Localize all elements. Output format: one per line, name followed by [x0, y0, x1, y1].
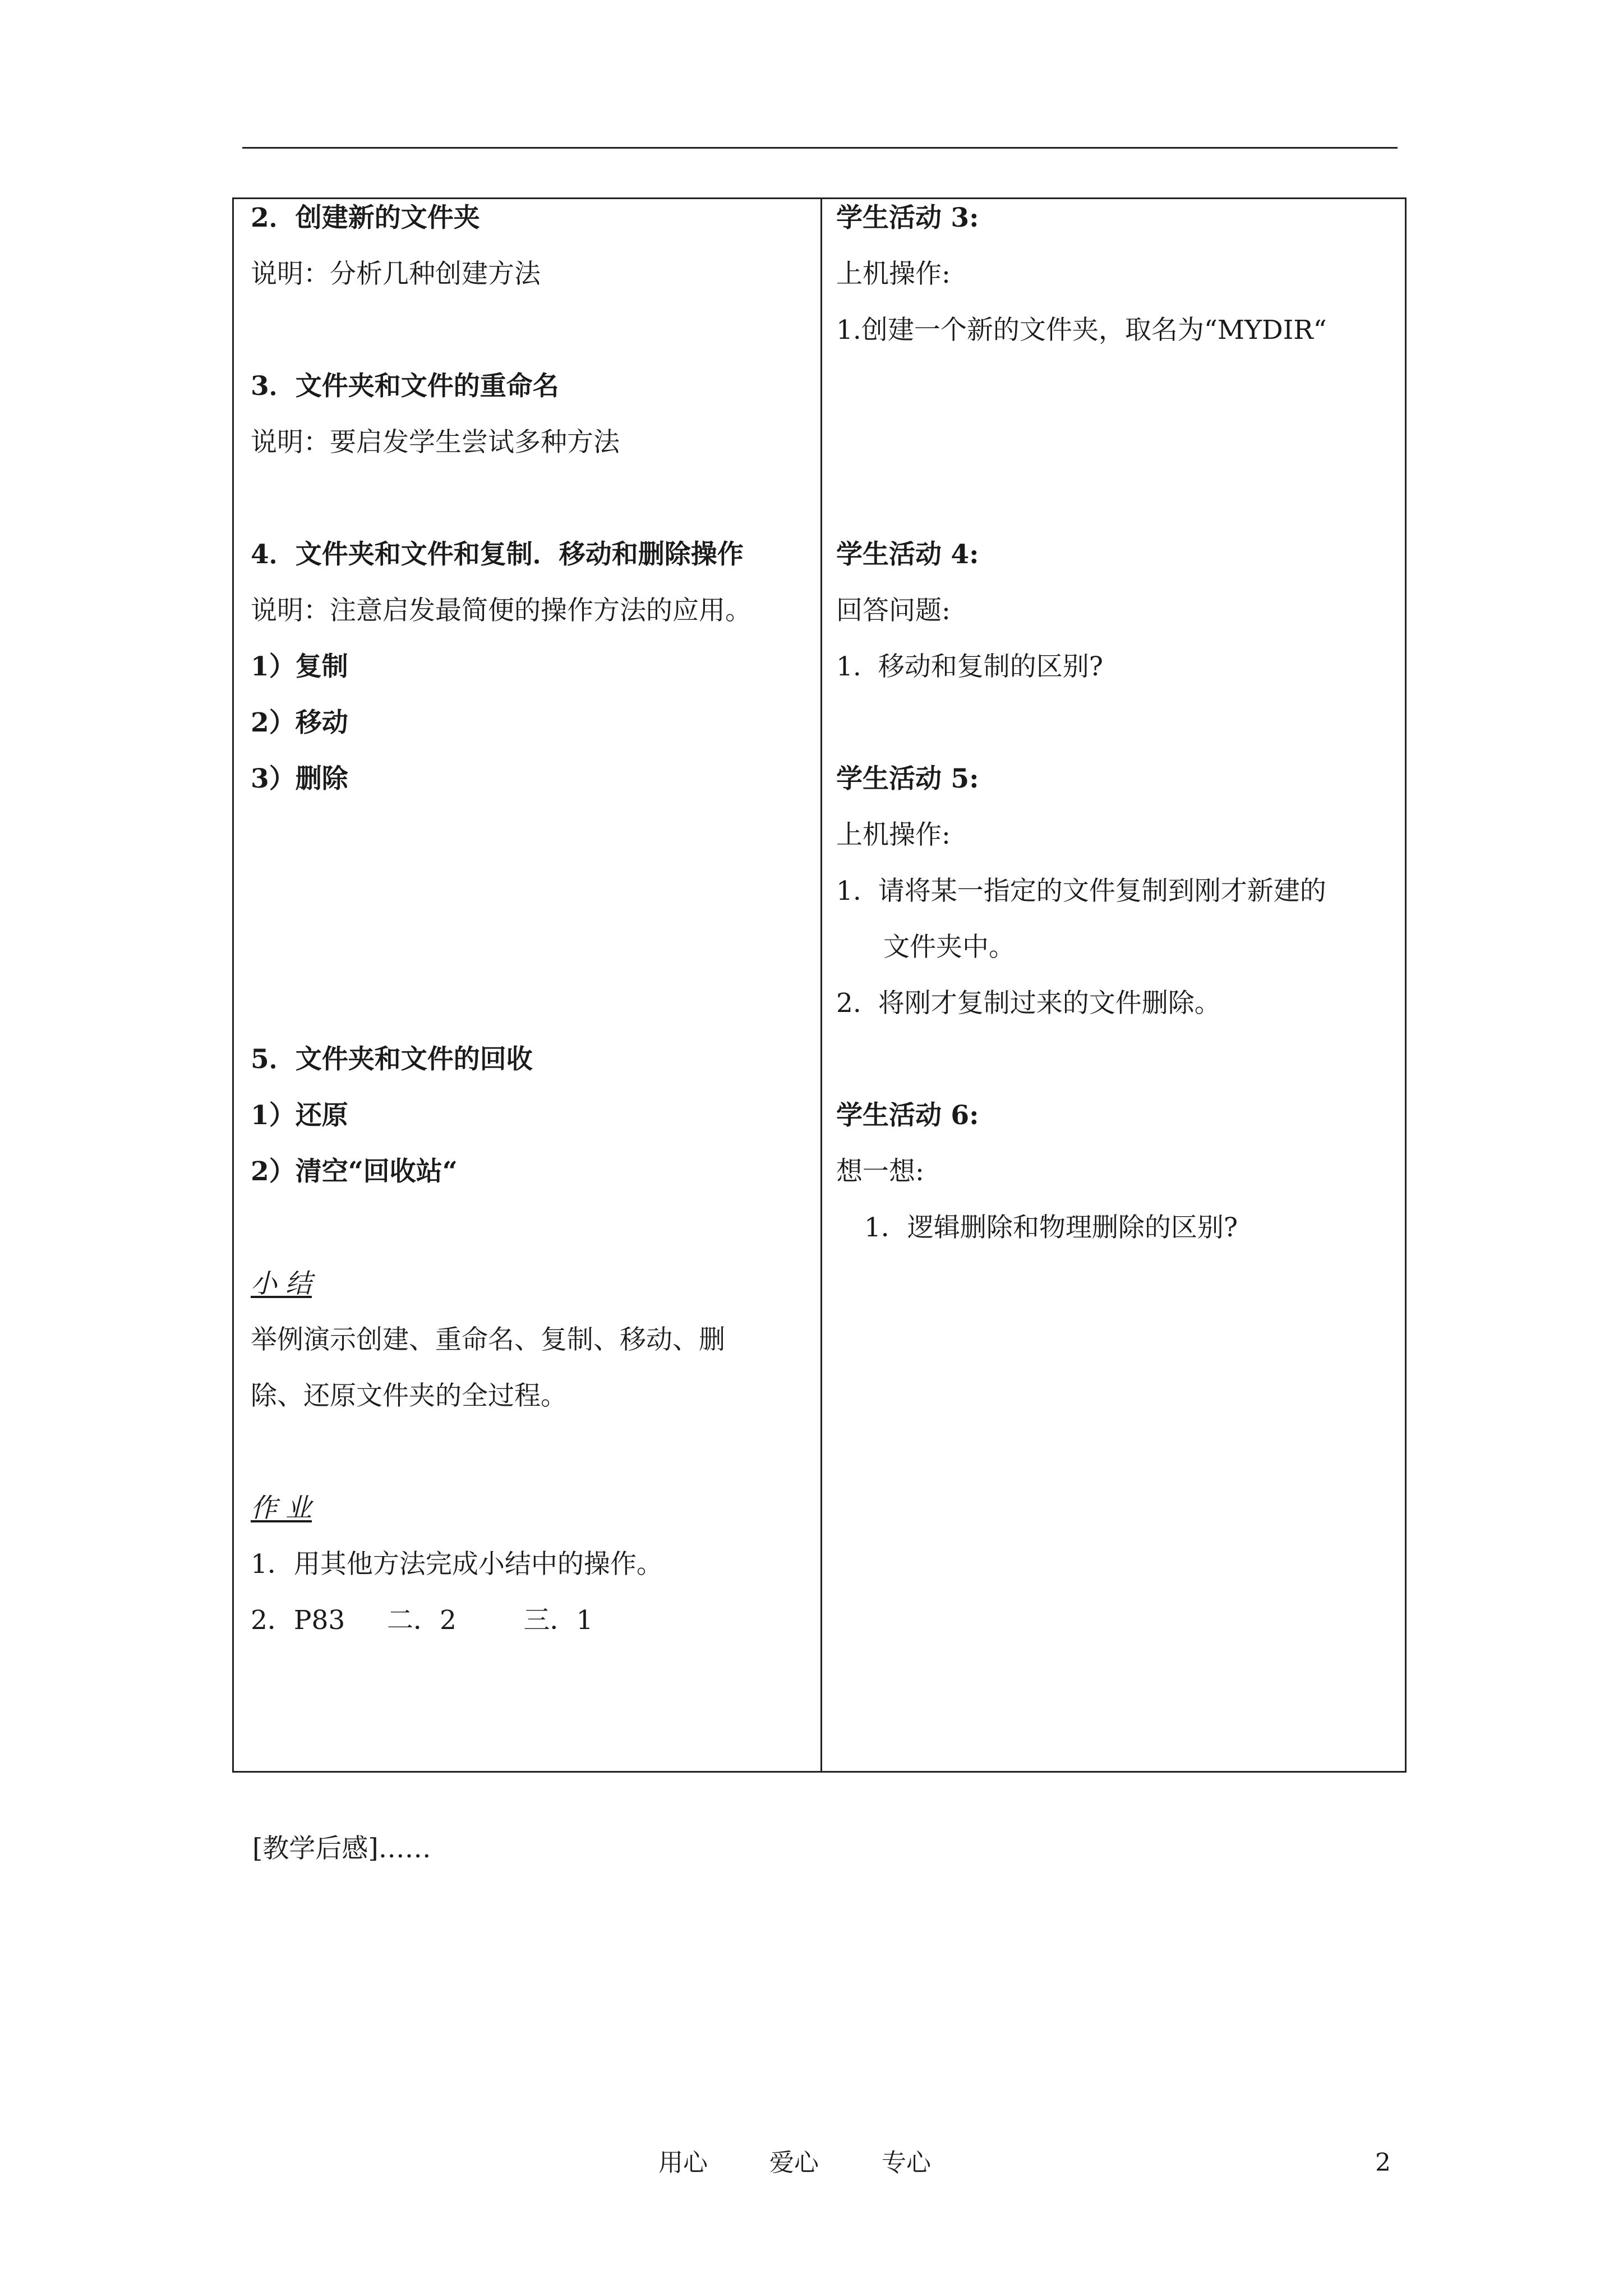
- activity-5-item-1-cont: 文件夹中。: [883, 932, 1015, 963]
- activity-3-title: 学生活动 3:: [836, 203, 979, 233]
- afterword: [教学后感]……: [252, 1833, 431, 1864]
- item3-title: 3．文件夹和文件的重命名: [251, 371, 559, 402]
- activity-4-subtitle: 回答问题:: [836, 595, 951, 626]
- activity-6-subtitle: 想一想:: [836, 1156, 924, 1187]
- item4-note: 说明：注意启发最简便的操作方法的应用。: [251, 595, 751, 626]
- item4-title: 4．文件夹和文件和复制．移动和删除操作: [251, 539, 744, 570]
- activity-5-subtitle: 上机操作:: [836, 820, 951, 850]
- header-rule: [242, 147, 1398, 149]
- activity-3-subtitle: 上机操作:: [836, 259, 951, 289]
- footer-slogan-1: 用心: [658, 2148, 708, 2177]
- item4-sub-move: 2）移动: [251, 707, 348, 738]
- item5-sub-restore: 1）还原: [251, 1100, 348, 1131]
- homework-line-1: 1．用其他方法完成小结中的操作。: [251, 1549, 663, 1580]
- activity-5-item-2: 2. 将刚才复制过来的文件删除。: [836, 988, 1221, 1019]
- item4-sub-copy: 1）复制: [251, 651, 348, 682]
- activity-4-title: 学生活动 4:: [836, 539, 979, 570]
- footer-slogan-3: 专心: [882, 2148, 931, 2177]
- homework-line-2: 2．P83 二．2 三．1: [251, 1605, 593, 1636]
- item3-note: 说明：要启发学生尝试多种方法: [251, 427, 620, 458]
- activity-3-item-1: 1.创建一个新的文件夹，取名为“MYDIR“: [836, 315, 1327, 346]
- homework-heading: 作 业: [251, 1493, 312, 1524]
- item5-title: 5．文件夹和文件的回收: [251, 1044, 533, 1075]
- item2-title: 2．创建新的文件夹: [251, 203, 480, 233]
- activity-5-item-1: 1. 请将某一指定的文件复制到刚才新建的: [836, 876, 1326, 907]
- summary-line-1: 举例演示创建、重命名、复制、移动、删: [251, 1324, 725, 1355]
- summary-line-2: 除、还原文件夹的全过程。: [251, 1381, 567, 1411]
- activity-6-title: 学生活动 6:: [836, 1100, 979, 1131]
- footer-slogan-2: 爱心: [769, 2148, 819, 2177]
- activity-4-item-1: 1. 移动和复制的区别?: [836, 651, 1103, 682]
- item5-sub-empty-bin: 2）清空“回收站“: [251, 1156, 458, 1187]
- summary-heading: 小 结: [251, 1268, 312, 1299]
- column-divider: [820, 199, 822, 1771]
- activity-6-item-1: 1．逻辑删除和物理删除的区别?: [864, 1212, 1238, 1243]
- item2-note: 说明：分析几种创建方法: [251, 259, 541, 289]
- page-number: 2: [1375, 2148, 1391, 2177]
- lesson-plan-table: [232, 197, 1407, 1773]
- item4-sub-delete: 3）删除: [251, 763, 348, 794]
- activity-5-title: 学生活动 5:: [836, 763, 979, 794]
